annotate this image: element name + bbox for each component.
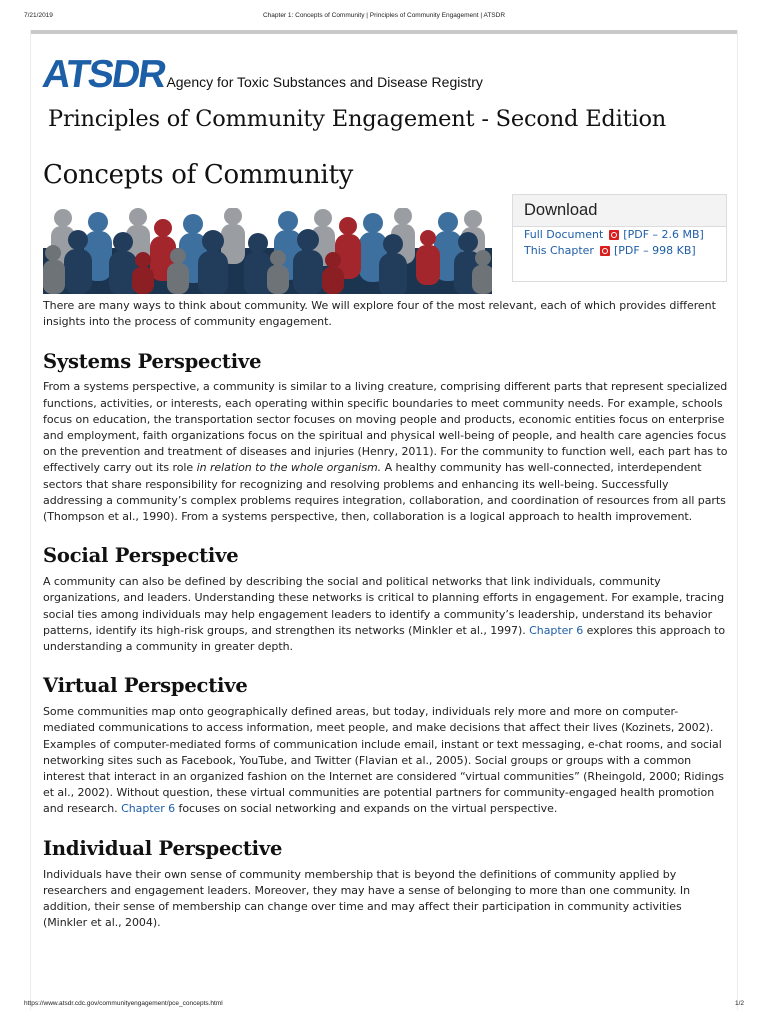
systems-perspective-heading: Systems Perspective (43, 350, 262, 374)
paragraph-text: From a systems perspective, a community is similar to a living creature, comprising different parts that represent specialized functions, activities, or interests, each operating within specific boundaries to meet community needs. For example, schools focus on education, the transportation sector focuses on moving people and products, economic entities focus on enterprise and employment, faith organizations focus on the spiritual and physical well-being of people, and health care agencies focus on the prevention and treatment of diseases and injuries (Henry, 2011). For the community to function well, each part has to effectively carry out its role (43, 380, 728, 475)
download-this-chapter-link[interactable] (524, 243, 726, 259)
paragraph-text: Some communities map onto geographically defined areas, but today, individuals rely more and more on computer-mediated communications to access information, meet people, and make decisions that affect their lives (Kozinets, 2002). Examples of computer-mediated forms of communication include email, instant or text messaging, e-chat rooms, and social networking sites such as Facebook, YouTube, and Twitter (Flavian et al., 2005). Social groups or groups with a common interest that interact in an organized fashion on the Internet are considered “virtual communities” (Rheingold, 2000; Ridings et al., 2002). Without question, these virtual communities are potential partners for community-engaged health promotion and research. (43, 705, 724, 816)
print-footer (24, 1000, 744, 1010)
virtual-perspective-paragraph (43, 704, 729, 817)
community-crowd-banner-image (43, 208, 492, 294)
print-title: Chapter 1: Concepts of Community | Principles of Community Engagement | ATSDR (262, 12, 506, 19)
emphasis-text: in relation to the whole organism. (196, 461, 382, 475)
individual-perspective-paragraph: Individuals have their own sense of community membership that is beyond the definitions of community applied by researchers and engagement leaders. Moreover, they may have a sense of belonging to more than one community. In addition, their sense of membership can change over time and may affect their participation in community activities (Minkler et al., 2004). (43, 867, 691, 930)
download-link-label[interactable]: Full Document (524, 228, 604, 241)
page-title: Concepts of Community (43, 160, 353, 190)
download-panel (512, 194, 727, 282)
top-border-bar (31, 30, 737, 34)
paragraph-text: explores this approach to understanding a community in greater depth. (43, 623, 726, 654)
chapter-6-link[interactable]: Chapter 6 (121, 802, 176, 816)
systems-perspective-paragraph (43, 379, 729, 525)
virtual-perspective-heading: Virtual Perspective (43, 674, 248, 698)
site-title[interactable]: Principles of Community Engagement - Second Edition (48, 106, 667, 132)
page (30, 30, 738, 1010)
paragraph-text: A community can also be defined by describing the social and political networks that link individuals, community organizations, and leaders. Understanding these networks is critical to planning efforts in engagement. For example, tracing social ties among individuals may help engagement leaders to identify a community’s leadership, understand its behavior patterns, identify its high-risk groups, and strengthen its networks (Minkler et al., 1997). (43, 575, 725, 637)
social-perspective-heading: Social Perspective (43, 544, 239, 568)
site-logo[interactable] (39, 50, 483, 96)
download-link-label[interactable]: This Chapter (524, 244, 594, 257)
pdf-icon (600, 246, 610, 256)
chapter-6-link[interactable]: Chapter 6 (529, 623, 584, 637)
paragraph-text: focuses on social networking and expands on the virtual perspective. (175, 802, 558, 816)
print-date: 7/21/2019 (24, 12, 53, 19)
agency-name: Agency for Toxic Substances and Disease Registry (166, 74, 483, 90)
atsdr-logo-mark: ATSDR (39, 53, 168, 96)
pdf-icon (609, 230, 619, 240)
download-link-meta[interactable]: [PDF – 998 KB] (613, 244, 696, 257)
paragraph-text: A healthy community has well-connected, interdependent sectors that share responsibility for recognizing and resolving problems and enhancing its well-being. Successfully addressing a community’s complex problems requires integration, collaboration, and coordination of resources from all parts (Thompson et al., 1990). From a systems perspective, then, collaboration is a logical approach to health improvement. (43, 461, 726, 524)
print-header (24, 12, 744, 22)
download-heading: Download (513, 195, 726, 227)
download-full-document-link[interactable] (524, 227, 726, 243)
print-url: https://www.atsdr.cdc.gov/communityengagement/pce_concepts.html (24, 1000, 223, 1007)
individual-perspective-heading: Individual Perspective (43, 836, 283, 860)
print-page-number: 1/2 (734, 1000, 744, 1007)
download-link-meta[interactable]: [PDF – 2.6 MB] (623, 228, 704, 241)
article-content (43, 298, 729, 931)
social-perspective-paragraph (43, 574, 729, 655)
intro-paragraph: There are many ways to think about community. We will explore four of the most relevant, each of which provides different insights into the process of community engagement. (43, 299, 716, 329)
